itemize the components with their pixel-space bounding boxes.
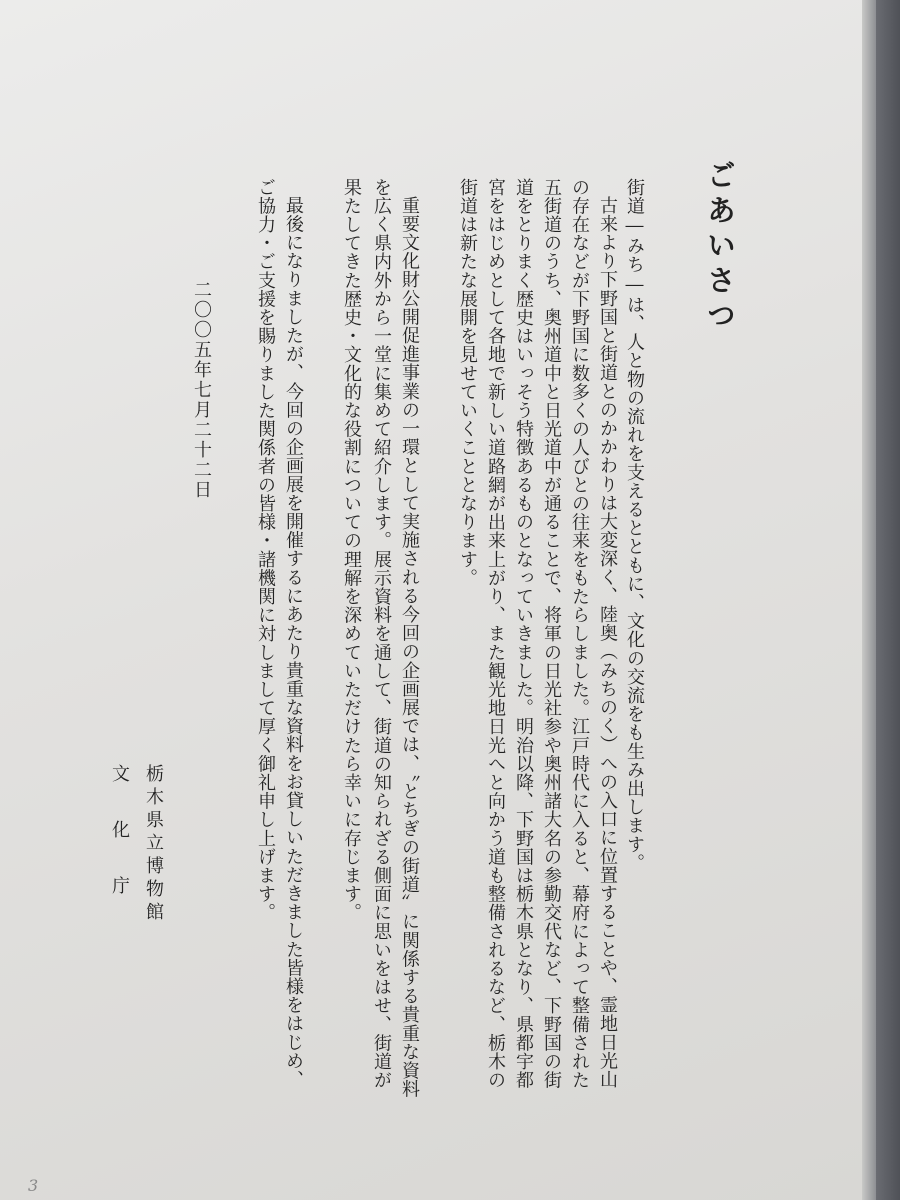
date-line: 二〇〇五年七月二十二日 (191, 280, 212, 500)
page-edge (862, 0, 876, 1200)
paragraph-line: 街道は新たな展開を見せていくこととなります。 (457, 178, 478, 588)
paragraph-line: 重要文化財公開促進事業の一環として実施される今回の企画展では、〝とちぎの街道〟に関係する貴重な資料 (399, 196, 420, 1099)
page-number: 3 (28, 1176, 39, 1195)
paragraph-line: 道をとりまく歴史はいっそう特徴あるものとなっていきました。明治以降、下野国は栃木県となり、県都宇都 (513, 178, 534, 1090)
signatory-agency: 文化庁 (109, 764, 130, 932)
paragraph-line: の存在などが下野国に数多くの人びとの往来をもたらしました。江戸時代に入ると、幕府によって整備された (569, 178, 590, 1090)
paragraph-line: 街道―みち―は、人と物の流れを支えるとともに、文化の交流をも生み出します。 (624, 178, 645, 873)
page-title: ごあいさつ (703, 160, 737, 335)
book-spine (876, 0, 900, 1200)
paragraph-line: 古来より下野国と街道とのかかわりは大変深く、陸奥（みちのく）への入口に位置することや、霊地日光山 (597, 196, 618, 1089)
paragraph-line: を広く県内外から一堂に集めて紹介します。展示資料を通して、街道の知られざる側面に思いをはせ、街道が (371, 178, 392, 1090)
paragraph-line: ご協力・ご支援を賜りました関係者の皆様・諸機関に対しまして厚く御礼申し上げます。 (255, 178, 276, 922)
signatory-museum: 栃木県立博物館 (143, 764, 164, 925)
paragraph-line: 果たしてきた歴史・文化的な役割についての理解を深めていただけたら幸いに存じます。 (341, 178, 362, 922)
paragraph-line: 最後になりましたが、今回の企画展を開催するにあたり貴重な資料をお貸しいただきました皆様をはじめ、 (283, 196, 304, 1089)
paragraph-line: 宮をはじめとして各地で新しい道路網が出来上がり、また観光地日光へと向かう道も整備されるなど、栃木の (485, 178, 506, 1090)
paragraph-line: 五街道のうち、奥州道中と日光道中が通ることで、将軍の日光社参や奥州諸大名の参勤交代など、下野国の街 (541, 178, 562, 1090)
